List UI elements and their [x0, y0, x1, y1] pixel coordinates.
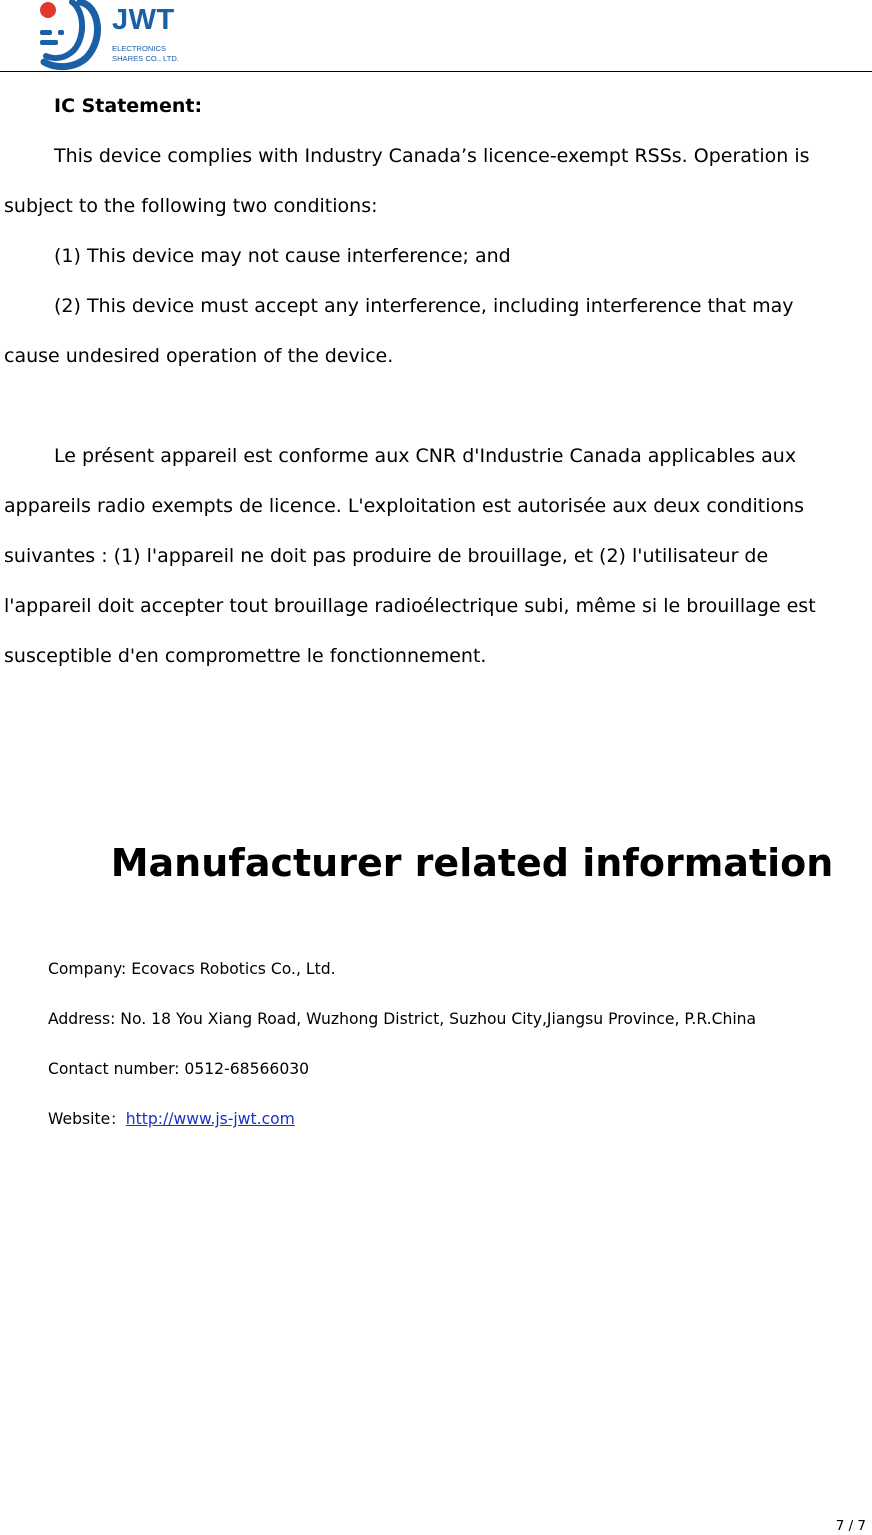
- ic-fr-line5: susceptible d'en compromettre le fonctionnement.: [4, 645, 487, 667]
- website-link[interactable]: http://www.js-jwt.com: [125, 1110, 295, 1128]
- ic-condition-1: (1) This device may not cause interference; and: [54, 245, 511, 267]
- ic-condition-2-line2: cause undesired operation of the device.: [4, 345, 394, 367]
- ic-statement-title: IC Statement:: [54, 95, 203, 117]
- website-label: Website：: [48, 1110, 126, 1128]
- ic-fr-line2: appareils radio exempts de licence. L'exploitation est autorisée aux deux conditions: [4, 495, 805, 517]
- jwt-logo-icon: [36, 0, 108, 72]
- website-line: [48, 1109, 295, 1129]
- header-divider: [0, 71, 872, 72]
- page-number: 7 / 7: [835, 1518, 866, 1534]
- ic-condition-2-line1: (2) This device must accept any interference, including interference that may: [54, 295, 794, 317]
- ic-fr-line4: l'appareil doit accepter tout brouillage radioélectrique subi, même si le brouillage est: [4, 595, 816, 617]
- logo-subtitle-line1: ELECTRONICS: [112, 44, 167, 53]
- page-header: [0, 0, 872, 72]
- contact-line: Contact number: 0512-68566030: [48, 1060, 310, 1078]
- ic-fr-line3: suivantes : (1) l'appareil ne doit pas produire de brouillage, et (2) l'utilisateur de: [4, 545, 769, 567]
- manufacturer-heading: Manufacturer related information: [110, 841, 834, 885]
- company-line: Company: Ecovacs Robotics Co., Ltd.: [48, 960, 336, 978]
- logo-wordmark: JWT: [112, 4, 175, 36]
- logo-subtitle-line2: SHARES CO., LTD.: [112, 54, 179, 63]
- ic-en-line1: This device complies with Industry Canada’s licence-exempt RSSs. Operation is: [54, 145, 810, 167]
- ic-en-line2: subject to the following two conditions:: [4, 195, 378, 217]
- ic-fr-line1: Le présent appareil est conforme aux CNR d'Industrie Canada applicables aux: [54, 445, 797, 467]
- address-line: Address: No. 18 You Xiang Road, Wuzhong District, Suzhou City,Jiangsu Province, P.R.China: [48, 1010, 757, 1028]
